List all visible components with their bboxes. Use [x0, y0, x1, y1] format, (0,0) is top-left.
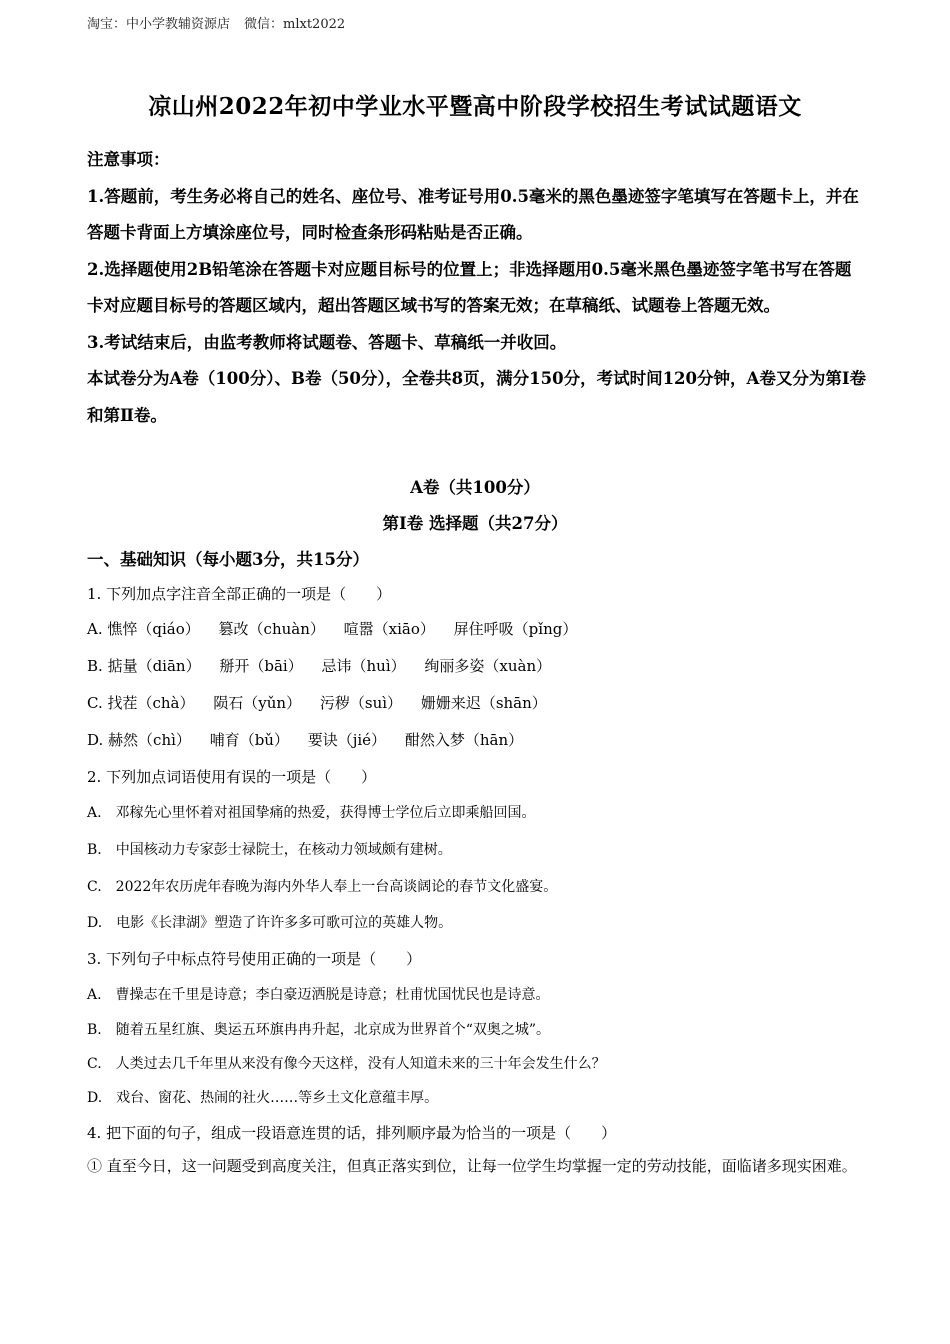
q1-b-item: 掰开（bāi） — [219, 657, 303, 675]
q1-c-item: 找茬（chà） — [107, 694, 195, 712]
notice-block — [87, 142, 867, 434]
q1-a-item: 喧嚣（xiāo） — [343, 620, 435, 638]
q1-c-item: 姗姗来迟（shān） — [420, 694, 547, 712]
notice-item: 2.选择题使用2B铅笔涂在答题卡对应题目标号的位置上；非选择题用0.5毫米黑色墨迹签字笔书写在答题卡对应题目标号的答题区域内，超出答题区域书写的答案无效；在草稿纸、试题卷上答题无效。 — [87, 259, 852, 315]
notice-item: 本试卷分为A卷（100分）、B卷（50分），全卷共8页，满分150分，考试时间120分钟，A卷又分为第Ⅰ卷和第Ⅱ卷。 — [87, 369, 867, 425]
header-watermark — [87, 13, 345, 32]
wechat-id: 微信：mlxt2022 — [244, 17, 346, 32]
q1-c-item: 陨石（yǔn） — [213, 694, 302, 712]
q2-option-b: B. 中国核动力专家彭士禄院士，在核动力领域颇有建树。 — [87, 842, 452, 858]
section-one-heading: 一、基础知识（每小题3分，共15分） — [87, 550, 369, 569]
q1-b-item: 掂量（diān） — [107, 657, 201, 675]
q1-a-item: 篡改（chuàn） — [218, 620, 325, 638]
q1-c-item: 污秽（suì） — [319, 694, 403, 712]
q2-option-c: C. 2022年农历虎年春晚为海内外华人奉上一台高谈阔论的春节文化盛宴。 — [87, 879, 558, 895]
shop-name: 淘宝：中小学教辅资源店 — [87, 17, 231, 32]
q1-option-d: D. 赫然（chì） 哺育（bǔ） 要诀（jié） 酣然入梦（hān） — [87, 731, 524, 749]
q1-d-item: 酣然入梦（hān） — [404, 731, 524, 749]
page-title: 凉山州2022年初中学业水平暨高中阶段学校招生考试试题语文 — [148, 93, 802, 120]
q1-b-item: 忌讳（huì） — [321, 657, 406, 675]
q1-option-b: B. 掂量（diān） 掰开（bāi） 忌讳（huì） 绚丽多姿（xuàn） — [87, 657, 552, 675]
q3-option-a: A. 曹操志在千里是诗意；李白豪迈洒脱是诗意；杜甫忧国忧民也是诗意。 — [87, 987, 550, 1003]
paper-a-heading: A卷（共100分） — [410, 478, 540, 497]
q1-b-item: 绚丽多姿（xuàn） — [424, 657, 552, 675]
q2-stem: 2. 下列加点词语使用有误的一项是（ ） — [87, 768, 377, 786]
q3-option-c: C. 人类过去几千年里从来没有像今天这样，没有人知道未来的三十年会发生什么？ — [87, 1056, 606, 1072]
q4-stem: 4. 把下面的句子，组成一段语意连贯的话，排列顺序最为恰当的一项是（ ） — [87, 1124, 617, 1142]
q2-option-d: D. 电影《长津湖》塑造了许许多多可歌可泣的英雄人物。 — [87, 915, 453, 931]
q3-option-d: D. 戏台、窗花、热闹的社火……等乡土文化意蕴丰厚。 — [87, 1090, 439, 1106]
q1-a-item: 屏住呼吸（pǐng） — [453, 620, 578, 638]
notice-item: 3.考试结束后，由监考教师将试题卷、答题卡、草稿纸一并收回。 — [87, 332, 567, 352]
q1-stem: 1. 下列加点字注音全部正确的一项是（ ） — [87, 585, 392, 603]
q1-option-c: C. 找茬（chà） 陨石（yǔn） 污秽（suì） 姗姗来迟（shān） — [87, 694, 547, 712]
q1-d-item: 要诀（jié） — [307, 731, 387, 749]
part-one-heading: 第Ⅰ卷 选择题（共27分） — [382, 514, 568, 533]
notice-heading: 注意事项： — [87, 150, 170, 169]
q1-d-item: 哺育（bǔ） — [209, 731, 289, 749]
q3-stem: 3. 下列句子中标点符号使用正确的一项是（ ） — [87, 950, 422, 968]
q1-option-a: A. 憔悴（qiáo） 篡改（chuàn） 喧嚣（xiāo） 屏住呼吸（pǐng） — [87, 620, 578, 638]
q4-sentence-1: ① 直至今日，这一问题受到高度关注，但真正落实到位，让每一位学生均掌握一定的劳动技能，面临诸多现实困难。 — [87, 1157, 857, 1175]
q1-d-item: 赫然（chì） — [108, 731, 191, 749]
q1-a-item: 憔悴（qiáo） — [107, 620, 200, 638]
notice-item: 1.答题前，考生务必将自己的姓名、座位号、准考证号用0.5毫米的黑色墨迹签字笔填写在答题卡上，并在答题卡背面上方填涂座位号，同时检查条形码粘贴是否正确。 — [87, 186, 859, 242]
q3-option-b: B. 随着五星红旗、奥运五环旗冉冉升起，北京成为世界首个“双奥之城”。 — [87, 1022, 551, 1038]
q2-option-a: A. 邓稼先心里怀着对祖国挚痛的热爱，获得博士学位后立即乘船回国。 — [87, 805, 536, 821]
